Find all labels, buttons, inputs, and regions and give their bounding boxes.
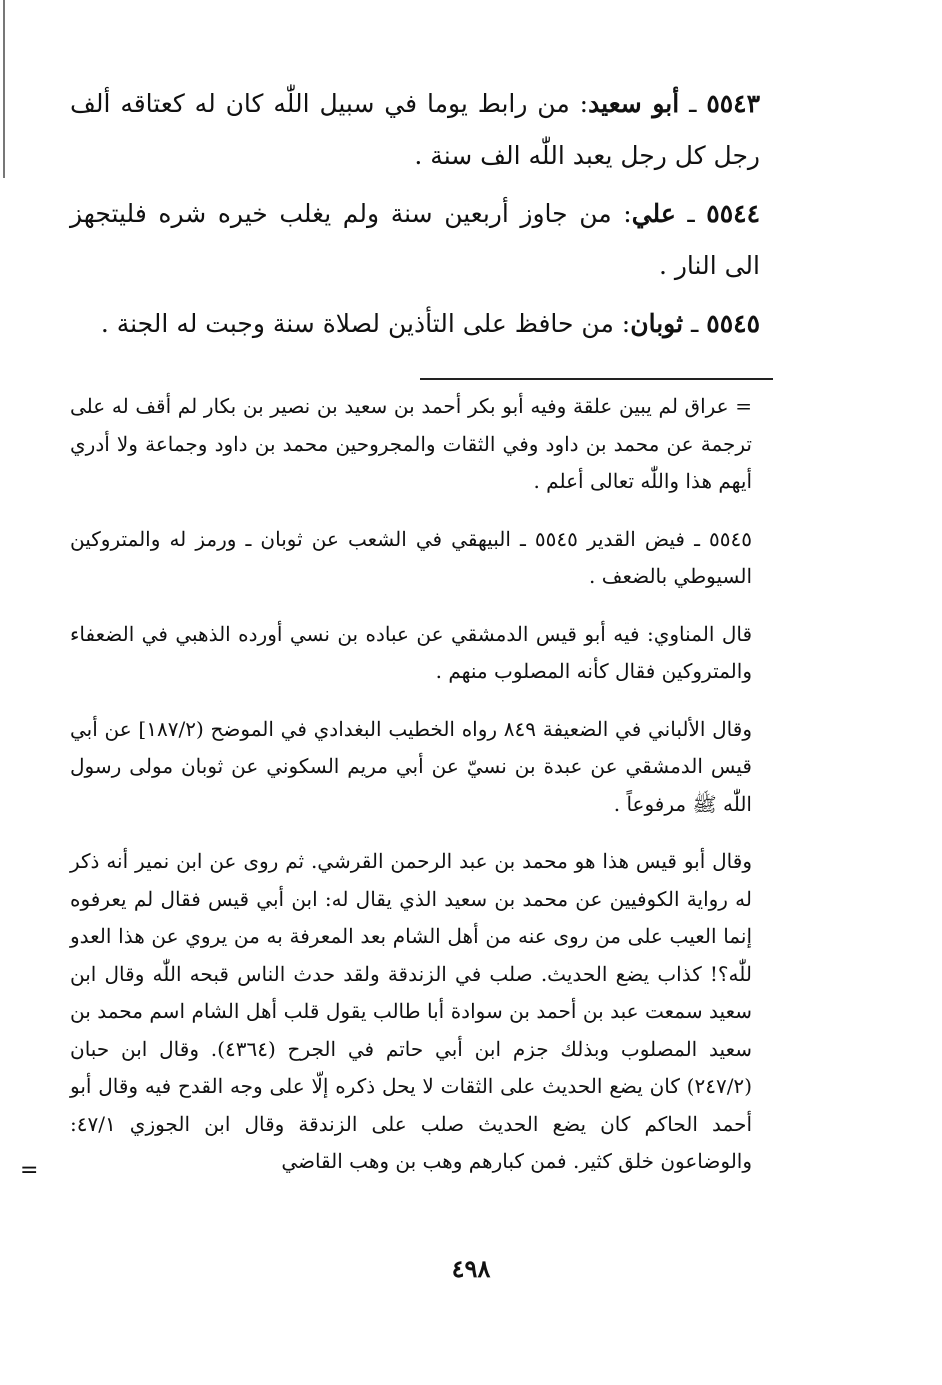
page-edge-line	[3, 0, 5, 178]
footnote-paragraph: وقال أبو قيس هذا هو محمد بن عبد الرحمن القرشي. ثم روى عن ابن نمير أنه ذكر له رواية الكوفيين عن محمد بن سعيد الذي يقال له: ابن أبي قيس فقال لم يعرفوه إنما العيب على من روى عنه من أهل الشام بعد المعرفة به من يروي عن هذا العدو للّٰه؟! كذاب يضع الحديث. صلب في الزندقة ولقد حدث الناس قبحه اللّٰه وقال ابن سعيد سمعت عبد بن أحمد بن سوادة أبا طالب يقول قلب أهل الشام اسم محمد بن سعيد المصلوب وبذلك جزم ابن أبي حاتم في الجرح (٤٣٦٤). وقال ابن حبان (٢٤٧/٢) كان يضع الحديث على الثقات لا يحل ذكره إلّا على وجه القدح فيه وقال أبو أحمد الحاكم كان يضع الحديث صلب على الزندقة وقال ابن الجوزي ٤٧/١: والوضاعون خلق كثير. فمن كبارهم وهب بن وهب القاضي	[70, 849, 752, 1173]
main-text	[70, 78, 760, 356]
hadith-entry	[70, 298, 760, 350]
footnotes	[70, 388, 752, 1189]
entry-narrator: أبو سعيد	[588, 89, 680, 118]
entry-narrator: علي	[631, 199, 676, 228]
entry-colon: :	[623, 199, 632, 228]
entry-dash: ـ	[687, 199, 695, 228]
footnote-paragraph: وقال الألباني في الضعيفة ٨٤٩ رواه الخطيب البغدادي في الموضح (١٨٧/٢] عن أبي قيس الدمشقي عن عبدة بن نسيّ عن أبي مريم السكوني عن ثوبان مولى رسول اللّٰه ﷺ مرفوعاً .	[70, 716, 752, 816]
entry-text: من حافظ على التأذين لصلاة سنة وجبت له الجنة .	[100, 309, 614, 338]
continuation-mark-end: =	[20, 1158, 39, 1183]
entry-narrator: ثوبان	[630, 309, 684, 338]
entry-text: من رابط يوما في سبيل اللّٰه كان له كعتاقه ألف رجل كل رجل يعبد اللّٰه الف سنة .	[70, 89, 760, 170]
entry-number: ٥٥٤٣	[706, 89, 761, 118]
entry-text: من جاوز أربعين سنة ولم يغلب خيره شره فليتجهز الى النار .	[70, 199, 760, 280]
page-number: ٤٩٨	[451, 1254, 491, 1283]
footnote-paragraph: = عراق لم يبين علقة وفيه أبو بكر أحمد بن سعيد بن نصير بن بكار لم أقف له على ترجمة عن محمد بن داود وفي الثقات والمجروحين محمد بن داود وجماعة ولا أدري أيهم هذا واللّٰه تعالى أعلم .	[70, 394, 753, 493]
entry-colon: :	[579, 89, 589, 118]
entry-number: ٥٥٤٥	[706, 309, 760, 338]
footnote-paragraph: قال المناوي: فيه أبو قيس الدمشقي عن عباده بن نسي أورده الذهبي في الضعفاء والمتروكين فقال كأنه المصلوب منهم .	[70, 621, 752, 683]
entry-number: ٥٥٤٤	[706, 199, 760, 228]
hadith-entry	[70, 78, 760, 182]
footnote-divider	[420, 378, 773, 380]
entry-colon: :	[621, 309, 631, 338]
footnote-paragraph: ٥٥٤٥ ـ فيض القدير ٥٥٤٥ ـ البيهقي في الشعب عن ثوبان ـ ورمز له والمتروكين السيوطي بالضعف .	[70, 526, 752, 588]
hadith-entry	[70, 188, 760, 292]
entry-dash: ـ	[691, 309, 699, 338]
entry-dash: ـ	[689, 89, 697, 118]
